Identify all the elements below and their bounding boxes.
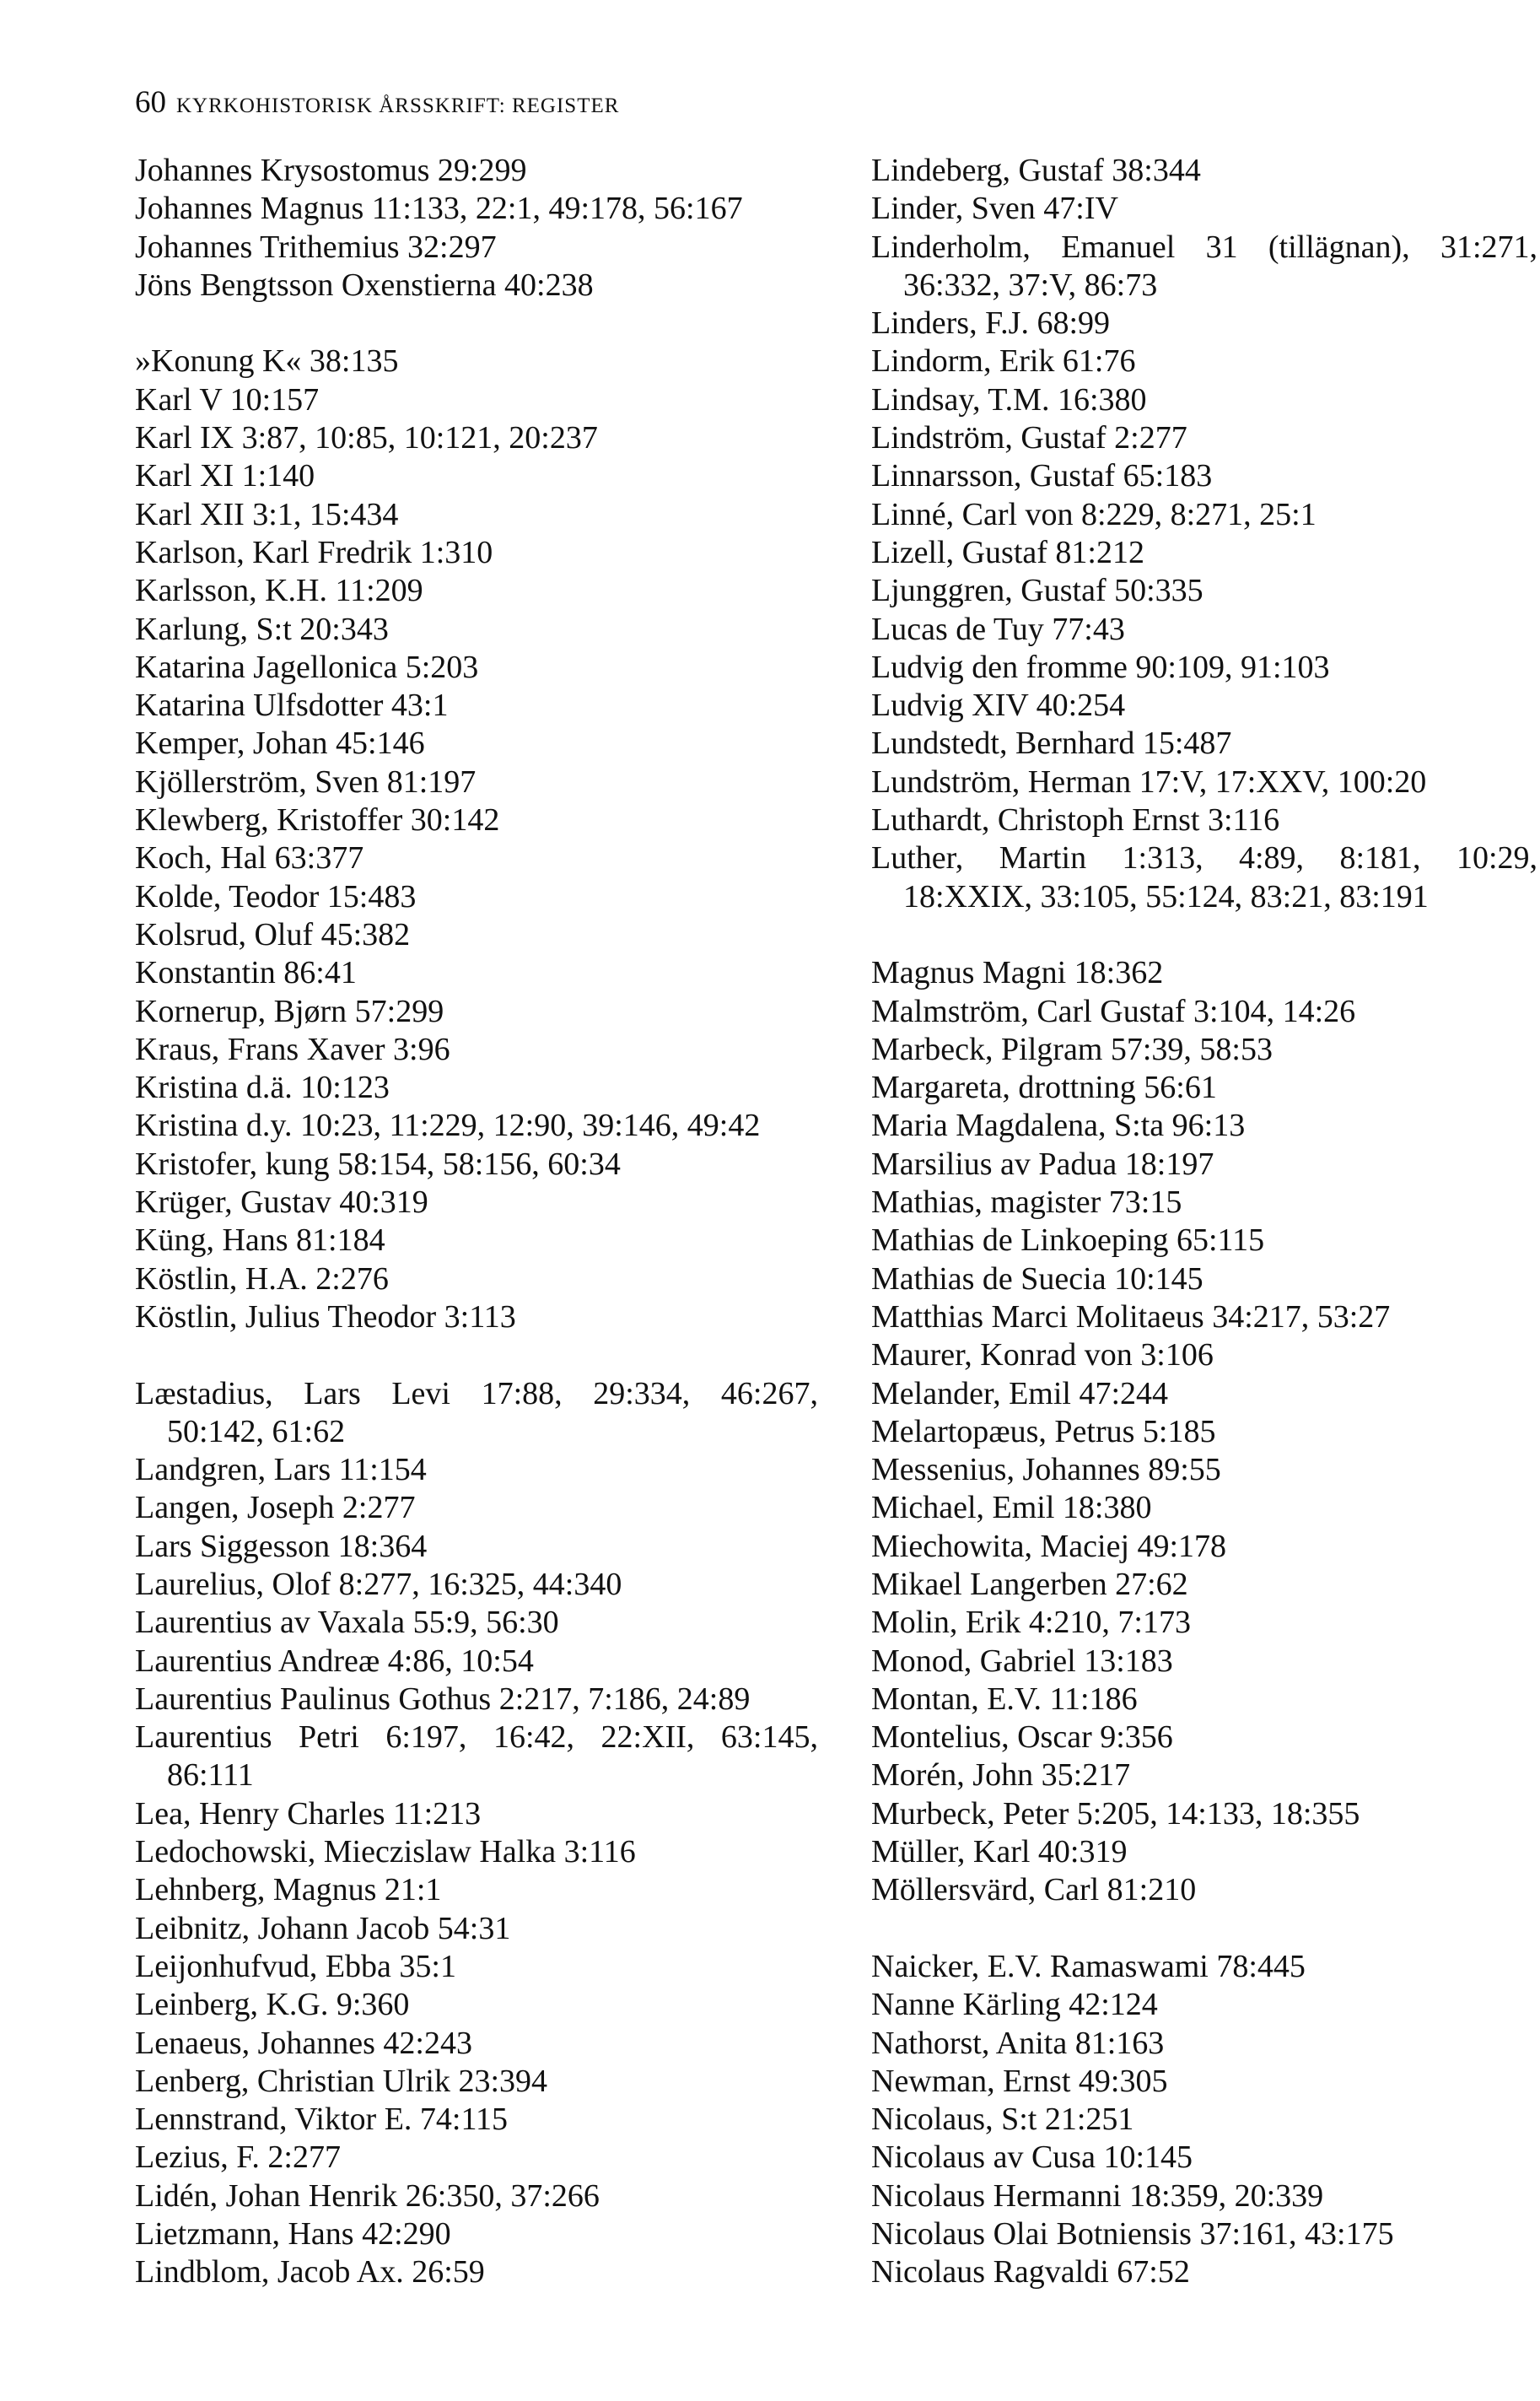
index-entry: Lindblom, Jacob Ax. 26:59 <box>135 2254 485 2290</box>
index-entry: Lezius, F. 2:277 <box>135 2139 341 2176</box>
index-entry: Johannes Krysostomus 29:299 <box>135 153 527 188</box>
index-entry: Lizell, Gustaf 81:212 <box>871 534 1144 570</box>
index-entry: Möllersvärd, Carl 81:210 <box>871 1872 1197 1908</box>
index-entry-continuation: 50:142, 61:62 <box>167 1413 346 1449</box>
index-entry: Nicolaus, S:t 21:251 <box>871 2102 1134 2138</box>
section-gap <box>871 916 1537 954</box>
index-entry: Laurentius av Vaxala 55:9, 56:30 <box>135 1605 559 1641</box>
index-entry: Malmström, Carl Gustaf 3:104, 14:26 <box>871 993 1356 1029</box>
index-entry: Koch, Hal 63:377 <box>135 840 364 877</box>
index-entry: Lea, Henry Charles 11:213 <box>135 1795 482 1832</box>
index-entry: »Konung K« 38:135 <box>135 343 399 380</box>
index-entry: Johannes Magnus 11:133, 22:1, 49:178, 56:167 <box>135 191 743 227</box>
index-entry-continuation: 18:XXIX, 33:105, 55:124, 83:21, 83:191 <box>903 878 1429 915</box>
index-entry: Luther, Martin 1:313, 4:89, 8:181, 10:29, <box>871 840 1537 877</box>
index-entry: Kolsrud, Oluf 45:382 <box>135 916 411 952</box>
index-entry: Monod, Gabriel 13:183 <box>871 1643 1173 1679</box>
index-entry: Kristofer, kung 58:154, 58:156, 60:34 <box>135 1146 621 1182</box>
index-entry: Karlsson, K.H. 11:209 <box>135 573 423 609</box>
index-entry: Melartopæus, Petrus 5:185 <box>871 1413 1216 1449</box>
section-gap <box>135 305 818 343</box>
index-entry: Kraus, Frans Xaver 3:96 <box>135 1031 450 1067</box>
index-entry: Leijonhufvud, Ebba 35:1 <box>135 1948 456 1984</box>
index-entry: Johannes Trithemius 32:297 <box>135 229 497 265</box>
index-entry: Mathias de Linkoeping 65:115 <box>871 1222 1265 1259</box>
index-entry: Klewberg, Kristoffer 30:142 <box>135 802 500 839</box>
index-entry: Matthias Marci Molitaeus 34:217, 53:27 <box>871 1298 1391 1335</box>
index-entry: Linders, F.J. 68:99 <box>871 305 1111 342</box>
index-entry: Lindström, Gustaf 2:277 <box>871 420 1187 456</box>
index-entry: Lenaeus, Johannes 42:243 <box>135 2025 472 2061</box>
index-entry: Köstlin, H.A. 2:276 <box>135 1260 389 1297</box>
index-entry: Leibnitz, Johann Jacob 54:31 <box>135 1910 511 1946</box>
index-column-right <box>871 152 1537 2292</box>
index-entry: Marsilius av Padua 18:197 <box>871 1146 1214 1182</box>
index-entry: Langen, Joseph 2:277 <box>135 1490 416 1526</box>
index-entry: Linderholm, Emanuel 31 (tillägnan), 31:271, <box>871 229 1537 265</box>
index-entry-continuation: 86:111 <box>167 1757 254 1794</box>
index-entry: Lundstedt, Bernhard 15:487 <box>871 726 1232 762</box>
index-entry: Lindeberg, Gustaf 38:344 <box>871 153 1201 188</box>
index-entry: Lietzmann, Hans 42:290 <box>135 2216 451 2253</box>
index-entry: Konstantin 86:41 <box>135 955 357 991</box>
index-entry: Magnus Magni 18:362 <box>871 955 1164 991</box>
index-entry: Margareta, drottning 56:61 <box>871 1070 1217 1106</box>
index-entry: Lennstrand, Viktor E. 74:115 <box>135 2102 509 2138</box>
index-entry: Montan, E.V. 11:186 <box>871 1681 1138 1717</box>
index-entry: Messenius, Johannes 89:55 <box>871 1452 1221 1488</box>
index-entry: Katarina Jagellonica 5:203 <box>135 649 479 685</box>
index-column-left <box>135 152 818 2292</box>
index-entry: Müller, Karl 40:319 <box>871 1834 1128 1870</box>
index-entry: Ljunggren, Gustaf 50:335 <box>871 573 1203 609</box>
index-entry: Newman, Ernst 49:305 <box>871 2063 1168 2099</box>
index-entry: Lundström, Herman 17:V, 17:XXV, 100:20 <box>871 763 1427 800</box>
index-entry: Kornerup, Bjørn 57:299 <box>135 993 444 1029</box>
index-entry: Ledochowski, Mieczislaw Halka 3:116 <box>135 1834 636 1870</box>
index-entry: Nicolaus Olai Botniensis 37:161, 43:175 <box>871 2216 1394 2253</box>
index-entry: Naicker, E.V. Ramaswami 78:445 <box>871 1948 1306 1984</box>
index-entry: Ludvig XIV 40:254 <box>871 688 1126 724</box>
index-entry: Leinberg, K.G. 9:360 <box>135 1987 410 2023</box>
index-entry: Laurelius, Olof 8:277, 16:325, 44:340 <box>135 1566 622 1602</box>
index-entry-continuation: 36:332, 37:V, 86:73 <box>903 267 1158 303</box>
page-number: 60 <box>135 85 166 120</box>
index-entry: Mathias de Suecia 10:145 <box>871 1260 1203 1297</box>
index-entry: Lehnberg, Magnus 21:1 <box>135 1872 442 1908</box>
index-entry: Lars Siggesson 18:364 <box>135 1528 428 1564</box>
index-entry: Linder, Sven 47:IV <box>871 191 1118 227</box>
index-entry: Kristina d.ä. 10:123 <box>135 1070 390 1106</box>
index-entry: Karl IX 3:87, 10:85, 10:121, 20:237 <box>135 420 598 456</box>
index-entry: Jöns Bengtsson Oxenstierna 40:238 <box>135 267 594 303</box>
index-entry: Nathorst, Anita 81:163 <box>871 2025 1165 2061</box>
index-entry: Nicolaus av Cusa 10:145 <box>871 2139 1193 2176</box>
index-entry: Köstlin, Julius Theodor 3:113 <box>135 1298 516 1335</box>
index-entry: Melander, Emil 47:244 <box>871 1375 1169 1411</box>
index-entry: Küng, Hans 81:184 <box>135 1222 385 1259</box>
index-entry: Linnarsson, Gustaf 65:183 <box>871 458 1213 494</box>
index-entry: Katarina Ulfsdotter 43:1 <box>135 688 449 724</box>
index-entry: Linné, Carl von 8:229, 8:271, 25:1 <box>871 496 1317 532</box>
section-gap <box>871 1910 1537 1948</box>
index-entry: Lenberg, Christian Ulrik 23:394 <box>135 2063 548 2099</box>
index-entry: Lidén, Johan Henrik 26:350, 37:266 <box>135 2177 600 2214</box>
index-entry: Karlung, S:t 20:343 <box>135 611 389 647</box>
index-entry: Nanne Kärling 42:124 <box>871 1987 1158 2023</box>
index-entry: Montelius, Oscar 9:356 <box>871 1719 1173 1756</box>
index-entry: Lindorm, Erik 61:76 <box>871 343 1136 380</box>
index-entry: Læstadius, Lars Levi 17:88, 29:334, 46:267, <box>135 1375 818 1411</box>
running-title: KYRKOHISTORISK ÅRSSKRIFT: REGISTER <box>176 94 620 117</box>
index-entry: Michael, Emil 18:380 <box>871 1490 1152 1526</box>
index-entry: Karlson, Karl Fredrik 1:310 <box>135 534 493 570</box>
index-entry: Ludvig den fromme 90:109, 91:103 <box>871 649 1330 685</box>
index-entry: Murbeck, Peter 5:205, 14:133, 18:355 <box>871 1795 1360 1832</box>
index-entry: Molin, Erik 4:210, 7:173 <box>871 1605 1191 1641</box>
index-entry: Marbeck, Pilgram 57:39, 58:53 <box>871 1031 1273 1067</box>
index-entry: Maria Magdalena, S:ta 96:13 <box>871 1108 1246 1144</box>
index-entry: Maurer, Konrad von 3:106 <box>871 1337 1214 1373</box>
index-entry: Kolde, Teodor 15:483 <box>135 878 417 915</box>
page-header <box>135 84 619 125</box>
index-entry: Laurentius Paulinus Gothus 2:217, 7:186, 24:89 <box>135 1681 751 1717</box>
index-entry: Mathias, magister 73:15 <box>871 1184 1182 1221</box>
index-entry: Lindsay, T.M. 16:380 <box>871 381 1147 418</box>
index-entry: Karl XI 1:140 <box>135 458 315 494</box>
index-entry: Laurentius Andreæ 4:86, 10:54 <box>135 1643 534 1679</box>
index-entry: Nicolaus Ragvaldi 67:52 <box>871 2254 1190 2290</box>
index-entry: Miechowita, Maciej 49:178 <box>871 1528 1227 1564</box>
section-gap <box>135 1336 818 1374</box>
index-entry: Landgren, Lars 11:154 <box>135 1452 427 1488</box>
index-entry: Karl V 10:157 <box>135 381 320 418</box>
index-entry: Mikael Langerben 27:62 <box>871 1566 1188 1602</box>
index-entry: Karl XII 3:1, 15:434 <box>135 496 399 532</box>
index-entry: Kemper, Johan 45:146 <box>135 726 425 762</box>
index-entry: Luthardt, Christoph Ernst 3:116 <box>871 802 1280 839</box>
index-entry: Lucas de Tuy 77:43 <box>871 611 1125 647</box>
index-entry: Laurentius Petri 6:197, 16:42, 22:XII, 63:145, <box>135 1719 818 1756</box>
index-entry: Krüger, Gustav 40:319 <box>135 1184 428 1221</box>
index-entry: Kjöllerström, Sven 81:197 <box>135 763 477 800</box>
index-entry: Morén, John 35:217 <box>871 1757 1131 1794</box>
index-entry: Nicolaus Hermanni 18:359, 20:339 <box>871 2177 1324 2214</box>
index-entry: Kristina d.y. 10:23, 11:229, 12:90, 39:146, 49:42 <box>135 1108 761 1144</box>
